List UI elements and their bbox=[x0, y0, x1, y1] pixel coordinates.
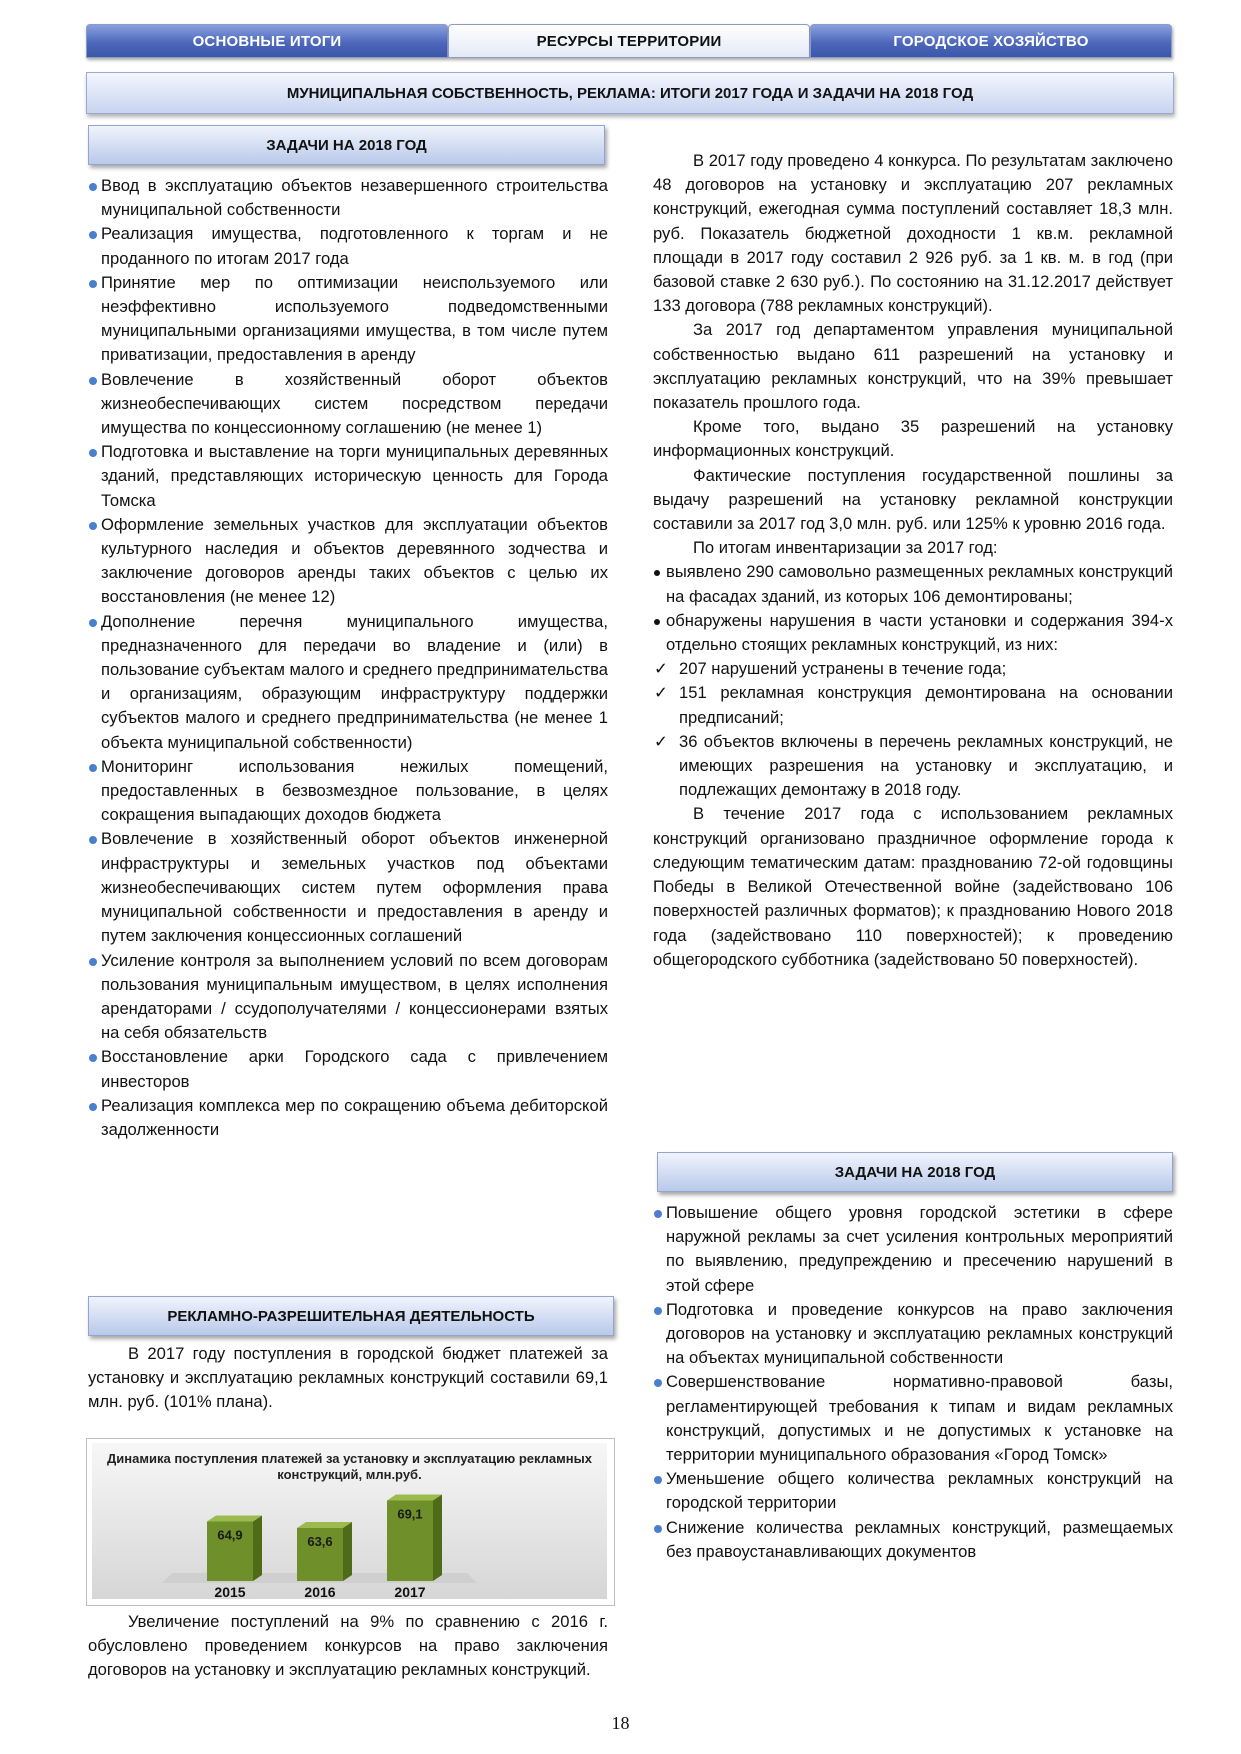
data-label-2015: 64,9 bbox=[217, 1527, 243, 1543]
inventory-intro: По итогам инвентаризации за 2017 год: bbox=[693, 538, 998, 558]
list-item: обнаружены нарушения в части установки и содержания 394-х отдельно стоящих рекламных конструкций, из них: bbox=[653, 609, 1173, 657]
chart-title: Динамика поступления платежей за установку и эксплуатацию рекламных конструкций, млн.руб. bbox=[107, 1451, 592, 1482]
contests-paragraph: В 2017 году проведено 4 конкурса. По результатам заключено 48 договоров на установку и эксплуатацию 207 рекламных конструкций, ежегодная сумма поступлений составляет 18,3 млн. руб. Показатель бюджетной доходности 1 кв.м. рекламной площади в 2017 году составил 2 926 руб. за 1 кв. м. в год (при базовой ставке 2 630 руб.). По состоянию на 31.12.2017 действует 133 договора (788 рекламных конструкций). bbox=[653, 151, 1173, 316]
list-item: Мониторинг использования нежилых помещений, предоставленных в безвозмездное пользование, в целях сокращения выпадающих доходов бюджета bbox=[88, 755, 608, 828]
list-item: Оформление земельных участков для эксплуатации объектов культурного наследия и объектов деревянного зодчества и заключение договоров аренды таких объектов с целью их восстановления (не менее 12) bbox=[88, 513, 608, 610]
list-item: Реализация имущества, подготовленного к торгам и не проданного по итогам 2017 года bbox=[88, 222, 608, 270]
list-item: выявлено 290 самовольно размещенных рекламных конструкций на фасадах зданий, из которых 106 демонтированы; bbox=[653, 560, 1173, 608]
right-tasks-list bbox=[653, 1201, 1173, 1564]
list-item: Подготовка и проведение конкурсов на право заключения договоров на установку и эксплуатацию рекламных конструкций на объектах муниципальной собственности bbox=[653, 1298, 1173, 1371]
left-tasks-list bbox=[88, 174, 608, 1142]
after-chart-text: Увеличение поступлений на 9% по сравнению с 2016 г. обусловлено проведением конкурсов на право заключения договоров на установку и эксплуатацию рекламных конструкций. bbox=[88, 1612, 608, 1680]
chart-plot-area bbox=[92, 1443, 607, 1599]
revenue-chart bbox=[86, 1438, 615, 1606]
top-tabs bbox=[86, 24, 1172, 58]
check-item bbox=[653, 657, 1173, 681]
list-item: Уменьшение общего количества рекламных конструкций на городской территории bbox=[653, 1467, 1173, 1515]
bar-side-2016 bbox=[343, 1522, 352, 1581]
festive-decoration-paragraph: В течение 2017 года с использованием рекламных конструкций организовано праздничное оформление города к следующим тематическим датам: празднованию 72-ой годовщины Победы в Великой Отечественной войне (задействовано 106 поверхностей различных форматов); к празднованию Нового 2018 года (задействовано 110 поверхностей); к проведению общегородского субботника (задействовано 50 поверхностей). bbox=[653, 804, 1173, 969]
list-item: Снижение количества рекламных конструкций, размещаемых без правоустанавливающих документов bbox=[653, 1516, 1173, 1564]
list-item: Подготовка и выставление на торги муниципальных деревянных зданий, представляющих историческую ценность для Города Томска bbox=[88, 440, 608, 513]
ads-intro-text: В 2017 году поступления в городской бюджет платежей за установку и эксплуатацию рекламных конструкций составили 69,1 млн. руб. (101% плана). bbox=[88, 1344, 608, 1412]
checkmark-icon: ✓ bbox=[654, 683, 668, 703]
right-column-text bbox=[653, 149, 1173, 972]
check-item-text: 207 нарушений устранены в течение года; bbox=[679, 659, 1007, 679]
bar-top-2015 bbox=[207, 1516, 262, 1522]
list-item: Ввод в эксплуатацию объектов незавершенного строительства муниципальной собственности bbox=[88, 174, 608, 222]
data-label-2016: 63,6 bbox=[307, 1534, 333, 1549]
duty-paragraph: Фактические поступления государственной пошлины за выдачу разрешений на установку рекламной конструкции составили за 2017 год 3,0 млн. руб. или 125% к уровню 2016 года. bbox=[653, 465, 1173, 534]
ads-activity-header: РЕКЛАМНО-РАЗРЕШИТЕЛЬНАЯ ДЕЯТЕЛЬНОСТЬ bbox=[88, 1296, 614, 1336]
page-number: 18 bbox=[611, 1713, 630, 1733]
bar-top-2017 bbox=[387, 1495, 442, 1501]
list-item: Восстановление арки Городского сада с привлечением инвесторов bbox=[88, 1045, 608, 1093]
x-tick-2015: 2015 bbox=[214, 1584, 246, 1599]
check-item bbox=[653, 681, 1173, 729]
x-tick-2017: 2017 bbox=[394, 1584, 426, 1599]
right-tasks-header: ЗАДАЧИ НА 2018 ГОД bbox=[657, 1152, 1173, 1192]
check-item bbox=[653, 730, 1173, 803]
bar-side-2015 bbox=[253, 1516, 262, 1582]
tab-main-results[interactable]: ОСНОВНЫЕ ИТОГИ bbox=[86, 24, 448, 58]
list-item: Вовлечение в хозяйственный оборот объектов инженерной инфраструктуры и земельных участков под объектами жизнеобеспечивающих систем путем оформления права муниципальной собственности и предоставления в аренду и путем заключения концессионных соглашений bbox=[88, 827, 608, 948]
list-item: Реализация комплекса мер по сокращению объема дебиторской задолженности bbox=[88, 1094, 608, 1142]
info-permits-paragraph: Кроме того, выдано 35 разрешений на установку информационных конструкций. bbox=[653, 417, 1173, 461]
list-item: Вовлечение в хозяйственный оборот объектов жизнеобеспечивающих систем посредством передачи имущества по концессионному соглашению (не менее 1) bbox=[88, 368, 608, 441]
list-item: Усиление контроля за выполнением условий по всем договорам пользования муниципальным имуществом, в целях исполнения арендаторами / ссудополучателями / концессионерами взятых на себя обязательств bbox=[88, 949, 608, 1046]
checkmark-icon: ✓ bbox=[654, 659, 668, 679]
list-item: Принятие мер по оптимизации неиспользуемого или неэффективно используемого подведомственными муниципальными организациями имущества, в том числе путем приватизации, предоставления в аренду bbox=[88, 271, 608, 368]
check-item-text: 151 рекламная конструкция демонтирована на основании предписаний; bbox=[679, 683, 1173, 727]
chart-svg bbox=[92, 1443, 607, 1599]
check-item-text: 36 объектов включены в перечень рекламных конструкций, не имеющих разрешения на установку и эксплуатацию, и подлежащих демонтажу в 2018 году. bbox=[679, 731, 1173, 800]
list-item: Совершенствование нормативно-правовой базы, регламентирующей требования к типам и видам рекламных конструкций, допустимых и не допустимых к установке на территории муниципального образования «Город Томск» bbox=[653, 1370, 1173, 1467]
bar-side-2017 bbox=[433, 1495, 442, 1582]
tab-territory-resources[interactable]: РЕСУРСЫ ТЕРРИТОРИИ bbox=[448, 24, 810, 58]
page-title: МУНИЦИПАЛЬНАЯ СОБСТВЕННОСТЬ, РЕКЛАМА: ИТОГИ 2017 ГОДА И ЗАДАЧИ НА 2018 ГОД bbox=[86, 72, 1174, 114]
tab-city-economy[interactable]: ГОРОДСКОЕ ХОЗЯЙСТВО bbox=[810, 24, 1172, 58]
permits-paragraph: За 2017 год департаментом управления муниципальной собственностью выдано 611 разрешений на установку и эксплуатацию рекламных конструкций, что на 39% превышает показатель прошлого года. bbox=[653, 320, 1173, 413]
after-chart-block bbox=[88, 1610, 608, 1683]
bar-top-2016 bbox=[297, 1522, 352, 1528]
list-item: Дополнение перечня муниципального имущества, предназначенного для передачи во владение и (или) в пользование субъектам малого и среднего предпринимательства и организациям, образующим инфраструктуру поддержки субъектов малого и среднего предпринимательства (не менее 1 объекта муниципальной собственности) bbox=[88, 610, 608, 755]
x-tick-2016: 2016 bbox=[304, 1584, 336, 1599]
list-item: Повышение общего уровня городской эстетики в сфере наружной рекламы за счет усиления контрольных мероприятий по выявлению, предупреждению и пресечению нарушений в этой сфере bbox=[653, 1201, 1173, 1298]
left-tasks-header: ЗАДАЧИ НА 2018 ГОД bbox=[88, 125, 605, 165]
data-label-2017: 69,1 bbox=[397, 1506, 423, 1522]
checkmark-icon: ✓ bbox=[654, 731, 668, 751]
ads-intro bbox=[88, 1342, 608, 1415]
